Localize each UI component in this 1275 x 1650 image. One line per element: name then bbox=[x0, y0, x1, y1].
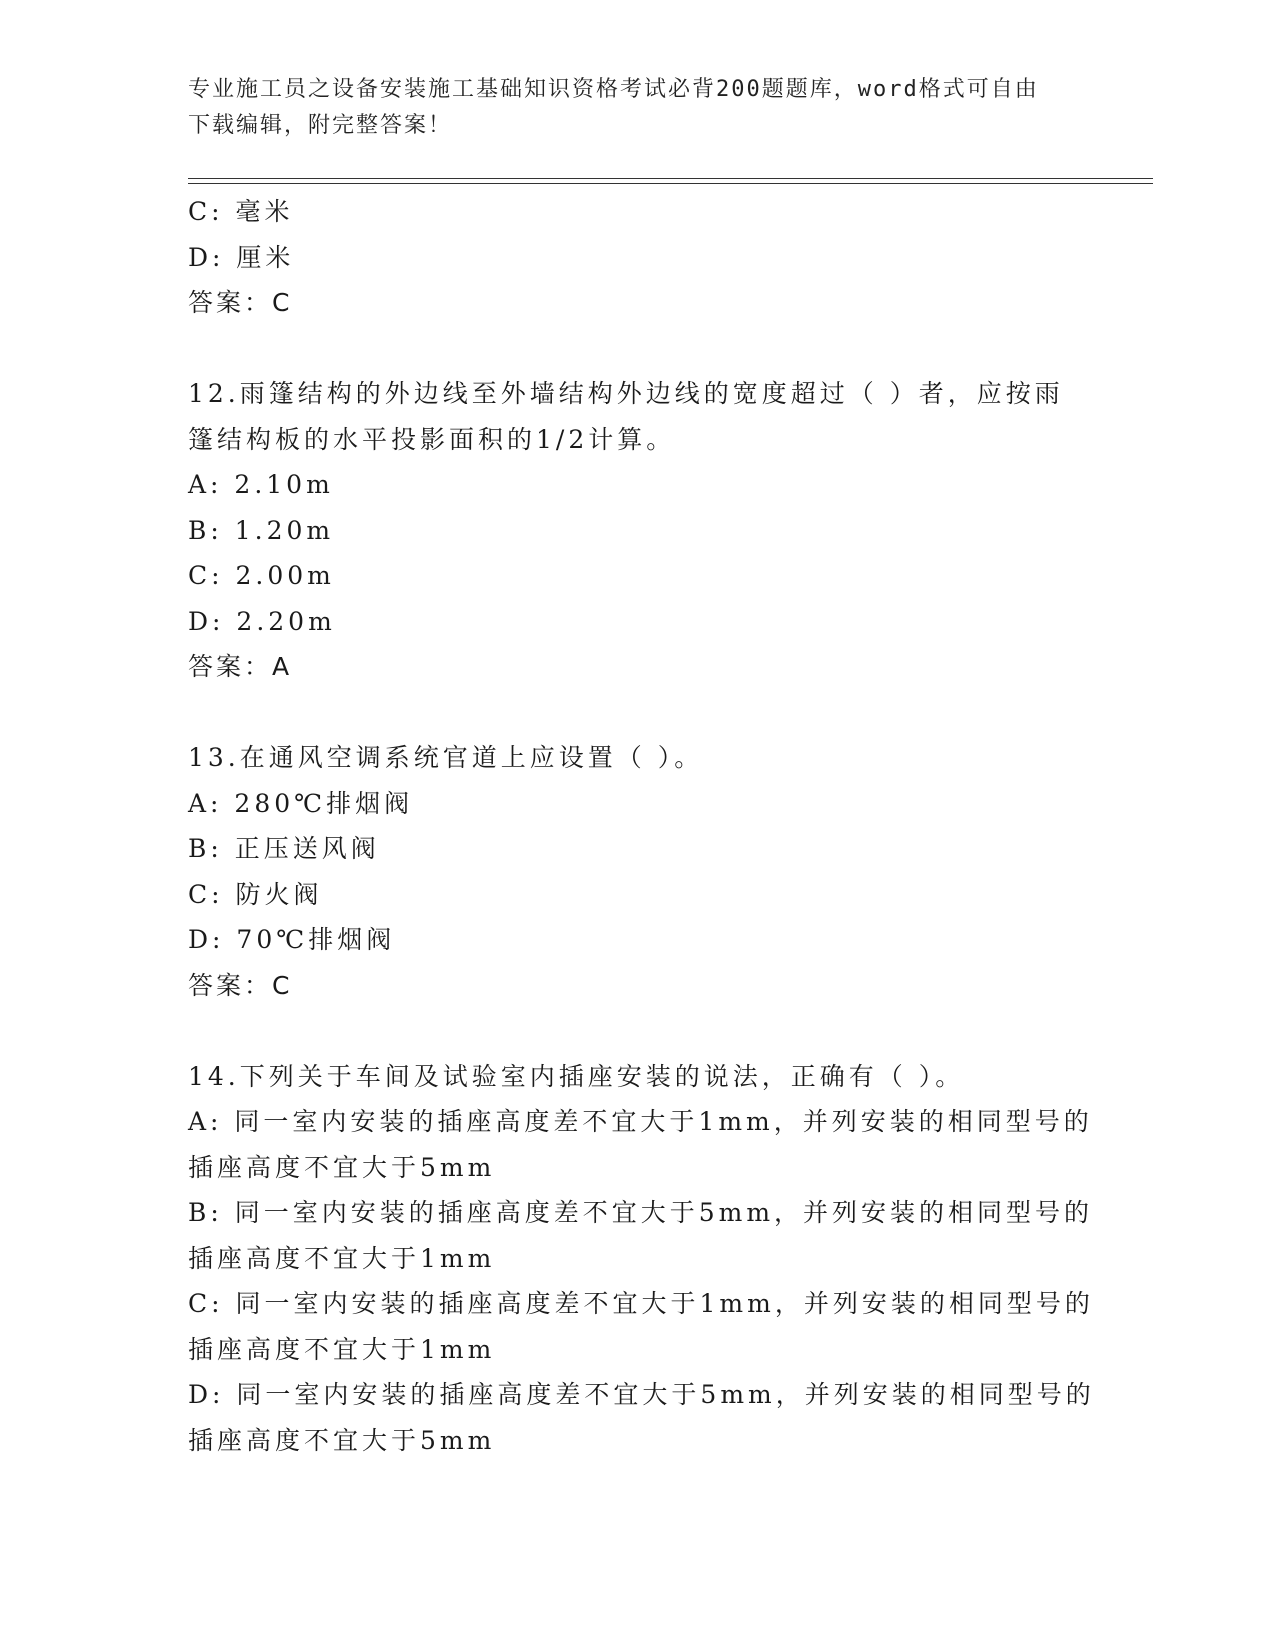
header-line-2: 下载编辑，附完整答案！ bbox=[188, 113, 453, 138]
spacer bbox=[188, 326, 1088, 372]
question-stem: 12.雨篷结构的外边线至外墙结构外边线的宽度超过（ ）者，应按雨 bbox=[188, 379, 1064, 408]
carryover-question bbox=[188, 189, 1088, 326]
option-a: A: 2.10m bbox=[188, 470, 334, 499]
spacer bbox=[188, 690, 1088, 736]
question-stem: 篷结构板的水平投影面积的1/2计算。 bbox=[188, 424, 676, 454]
answer-line: 答案：A bbox=[188, 652, 293, 681]
header-line-1: 专业施工员之设备安装施工基础知识资格考试必背200题题库，word格式可自由 bbox=[188, 77, 1039, 102]
question-list bbox=[188, 189, 1095, 1463]
option-d: D: 2.20m bbox=[188, 606, 336, 636]
header-divider-bottom bbox=[188, 183, 1153, 184]
answer-line: 答案：C bbox=[188, 288, 293, 317]
option-c: C: 同一室内安装的插座高度差不宜大于1mm，并列安装的相同型号的 bbox=[188, 1289, 1094, 1318]
option-a: A: 同一室内安装的插座高度差不宜大于1mm，并列安装的相同型号的 bbox=[188, 1107, 1093, 1136]
option-d: D: 同一室内安装的插座高度差不宜大于5mm，并列安装的相同型号的 bbox=[188, 1380, 1095, 1409]
spacer bbox=[188, 1008, 1088, 1054]
question-14 bbox=[188, 1054, 1095, 1464]
option-c: C: 防火阀 bbox=[188, 879, 323, 909]
document-header bbox=[188, 72, 1088, 144]
option-a-continued: 插座高度不宜大于5mm bbox=[188, 1152, 496, 1182]
option-b-continued: 插座高度不宜大于1mm bbox=[188, 1243, 496, 1273]
header-divider-top bbox=[188, 178, 1153, 179]
question-stem: 13.在通风空调系统官道上应设置（ ）。 bbox=[188, 743, 704, 772]
option-c-continued: 插座高度不宜大于1mm bbox=[188, 1334, 496, 1364]
option-d: D: 厘米 bbox=[188, 242, 295, 272]
option-c: C: 2.00m bbox=[188, 561, 335, 590]
question-12 bbox=[188, 371, 1088, 690]
option-a: A: 280℃排烟阀 bbox=[188, 788, 414, 818]
option-b: B: 1.20m bbox=[188, 515, 335, 545]
option-d: D: 70℃排烟阀 bbox=[188, 925, 396, 954]
option-c: C: 毫米 bbox=[188, 197, 294, 226]
answer-line: 答案：C bbox=[188, 970, 293, 1000]
option-b: B: 同一室内安装的插座高度差不宜大于5mm，并列安装的相同型号的 bbox=[188, 1198, 1094, 1227]
option-d-continued: 插座高度不宜大于5mm bbox=[188, 1425, 496, 1455]
question-13 bbox=[188, 735, 1088, 1008]
question-stem: 14.下列关于车间及试验室内插座安装的说法，正确有（ ）。 bbox=[188, 1061, 965, 1091]
option-b: B: 正压送风阀 bbox=[188, 834, 380, 863]
